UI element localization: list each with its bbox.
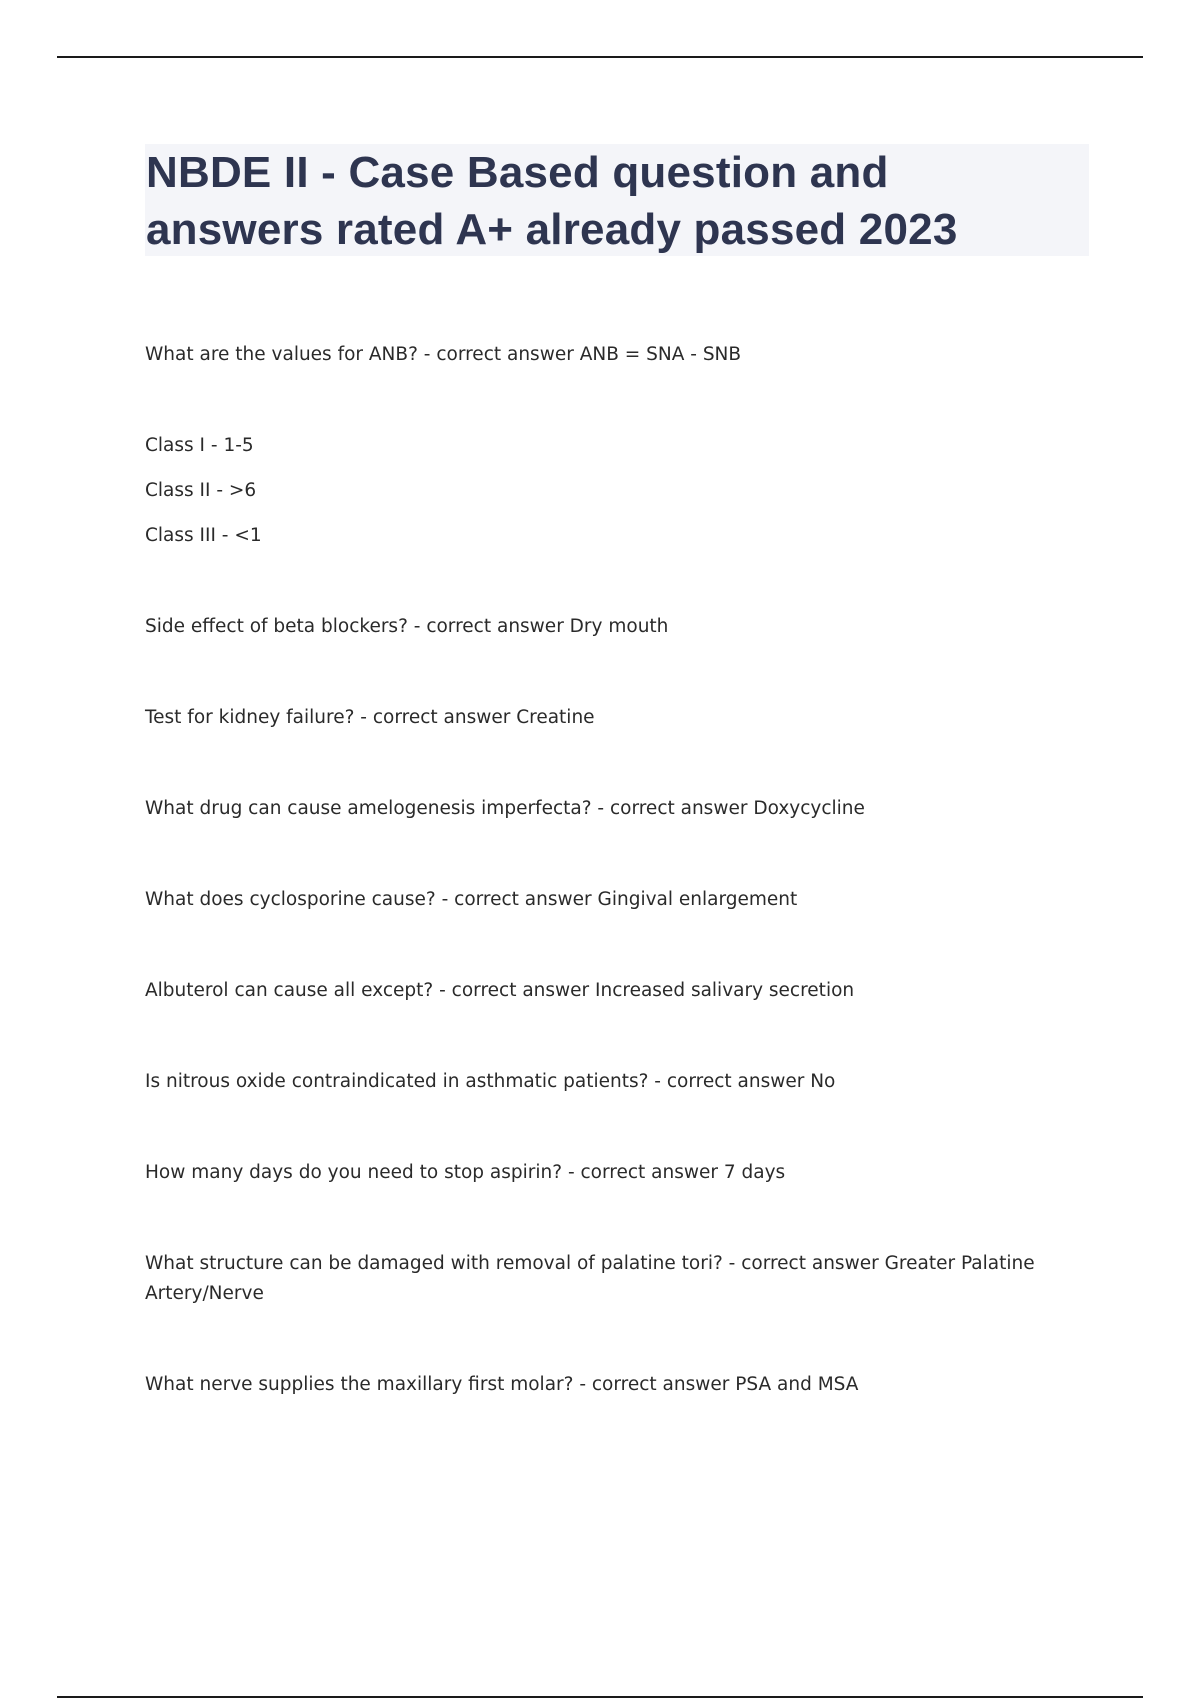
anb-class-item: Class III - <1 <box>145 525 262 546</box>
qa-item: Test for kidney failure? - correct answer Creatine <box>145 707 595 728</box>
qa-item: What are the values for ANB? - correct answer ANB = SNA - SNB <box>145 344 742 365</box>
document-title <box>145 144 1089 258</box>
qa-item: What structure can be damaged with removal of palatine tori? - correct answer Greater Palatine Artery/Nerve <box>145 1253 1035 1304</box>
bottom-rule <box>57 1696 1143 1698</box>
title-banner <box>145 144 1089 256</box>
qa-item: Albuterol can cause all except? - correct answer Increased salivary secretion <box>145 980 855 1001</box>
title-line-1: NBDE II - Case Based question and <box>146 148 889 197</box>
qa-item: How many days do you need to stop aspirin? - correct answer 7 days <box>145 1162 786 1183</box>
qa-item: Is nitrous oxide contraindicated in asthmatic patients? - correct answer No <box>145 1071 836 1092</box>
qa-item: What drug can cause amelogenesis imperfecta? - correct answer Doxycycline <box>145 798 865 819</box>
qa-item: What does cyclosporine cause? - correct answer Gingival enlargement <box>145 889 798 910</box>
qa-item: Side effect of beta blockers? - correct answer Dry mouth <box>145 616 669 637</box>
anb-class-item: Class I - 1-5 <box>145 435 254 456</box>
top-rule <box>57 56 1143 58</box>
qa-item: What nerve supplies the maxillary first molar? - correct answer PSA and MSA <box>145 1374 859 1395</box>
title-line-2: answers rated A+ already passed 2023 <box>146 205 958 254</box>
anb-class-item: Class II - >6 <box>145 480 257 501</box>
